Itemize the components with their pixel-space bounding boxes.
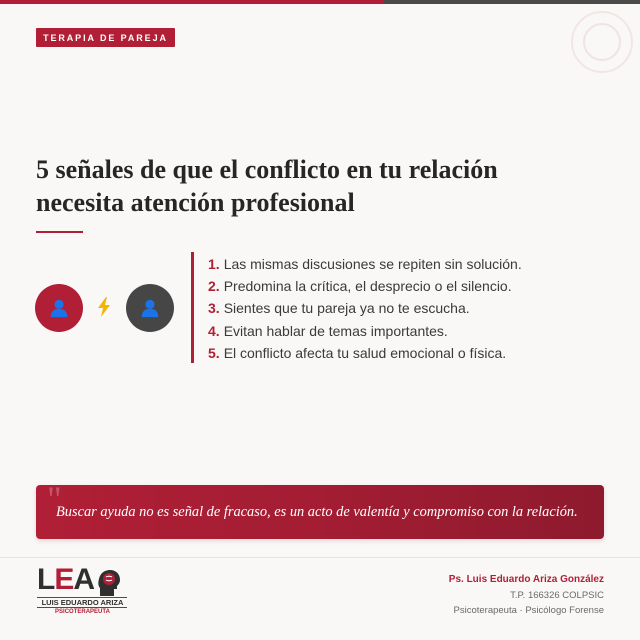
list-item (208, 320, 522, 342)
item-text: El conflicto afecta tu salud emocional o física. (223, 344, 507, 361)
category-tag: TERAPIA DE PAREJA (36, 28, 175, 47)
professional-roles: Psicoterapeuta · Psicólogo Forense (453, 605, 604, 616)
partner-avatar-right (126, 284, 174, 332)
item-number: 1. (208, 256, 220, 272)
person-icon (139, 297, 161, 319)
title-underline (36, 231, 83, 233)
brand-logo (36, 563, 128, 617)
quote-mark-icon: " (47, 479, 62, 519)
list-item (208, 275, 522, 297)
inner-ring (583, 23, 621, 61)
page-title (36, 153, 596, 219)
signs-list (208, 253, 522, 364)
logo-name: LUIS EDUARDO ARIZA (41, 598, 124, 607)
decorative-rings-icon (571, 11, 635, 75)
item-text: Evitan hablar de temas importantes. (223, 322, 448, 339)
list-accent-bar (191, 252, 194, 363)
list-item (208, 253, 522, 275)
footer-divider (0, 557, 640, 558)
person-icon (48, 297, 70, 319)
professional-name: Ps. Luis Eduardo Ariza González (448, 574, 604, 585)
item-number: 2. (208, 278, 220, 295)
list-item (208, 342, 522, 364)
list-item (208, 297, 522, 319)
logo-letter-e: E (54, 563, 74, 596)
partner-avatar-left (35, 284, 83, 332)
professional-credentials (449, 573, 604, 618)
title-line-1: 5 señales de que el conflicto en tu relación (36, 155, 498, 184)
top-bar-dark-segment (384, 0, 640, 4)
title-line-2: necesita atención profesional (36, 188, 355, 217)
item-text: Las mismas discusiones se repiten sin solución. (223, 256, 522, 272)
logo-letters (37, 565, 94, 595)
lightning-bolt-icon (96, 297, 112, 317)
quote-box (36, 479, 604, 539)
item-number: 4. (208, 322, 220, 339)
logo-role: PSICOTERAPEUTA (55, 609, 110, 615)
logo-letter-l: L (37, 563, 55, 596)
quote-text: Buscar ayuda no es señal de fracaso, es un acto de valentía y compromiso con la relación. (56, 503, 578, 520)
item-text: Sientes que tu pareja ya no te escucha. (223, 300, 470, 317)
item-number: 3. (208, 300, 220, 317)
item-text: Predomina la crítica, el desprecio o el silencio. (223, 278, 512, 295)
head-brain-icon (98, 570, 120, 596)
logo-letter-a: A (73, 563, 95, 596)
top-accent-bar (0, 0, 640, 4)
top-bar-red-segment (0, 0, 384, 4)
license-number: T.P. 166326 COLPSIC (510, 590, 604, 601)
item-number: 5. (208, 344, 220, 361)
